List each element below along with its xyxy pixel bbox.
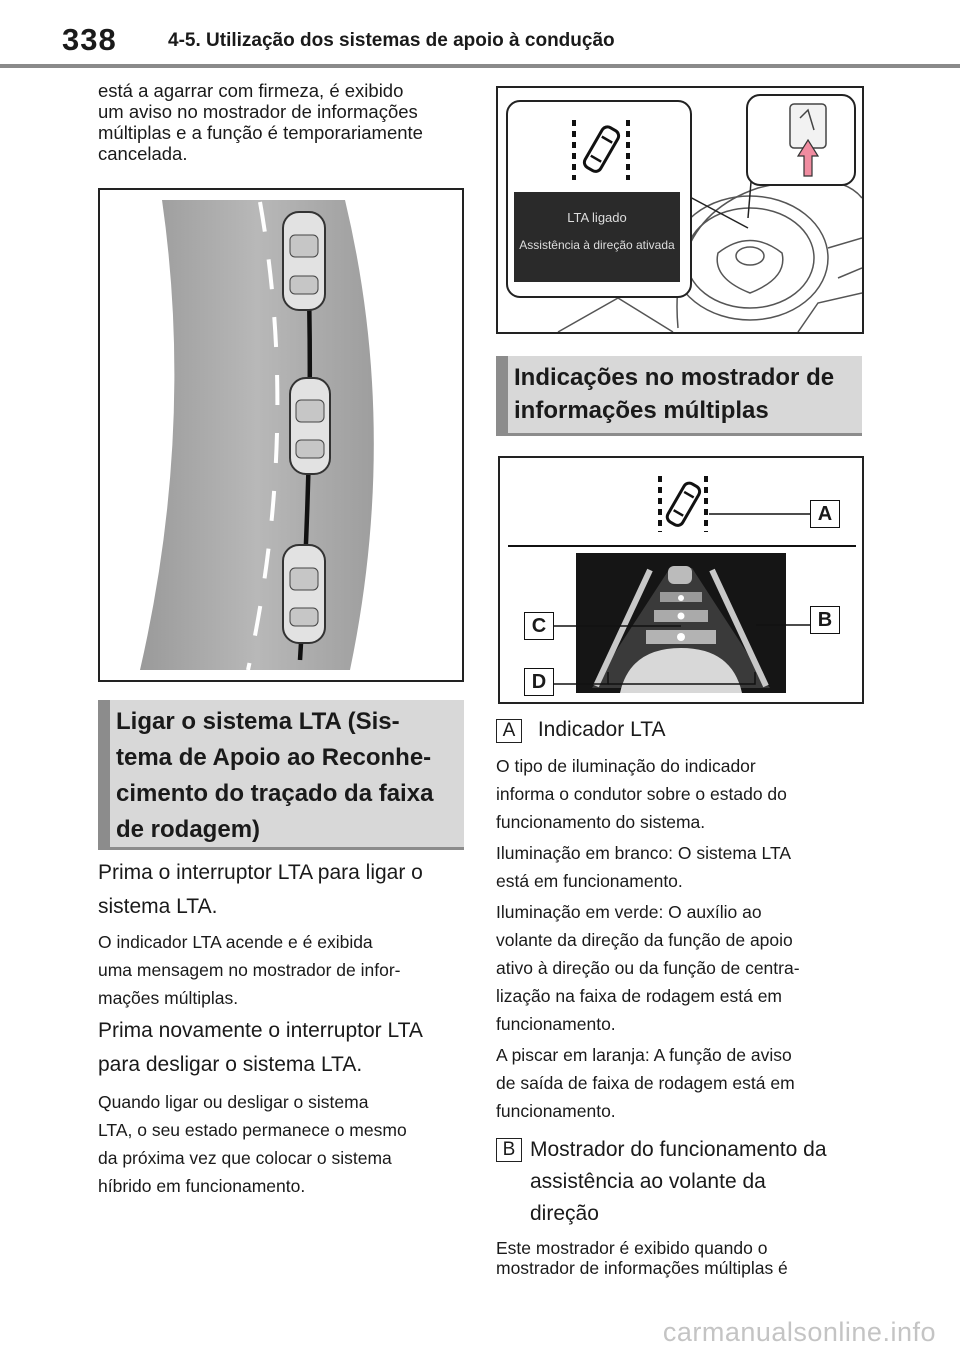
lta-switch-icon <box>748 96 854 184</box>
display-screen <box>514 192 680 282</box>
road-illustration <box>98 188 464 682</box>
step-turn-off-note: Quando ligar ou desligar o sistema LTA, o seu estado permanece o mesmo da próxima vez que colocar o sistema híbrido em funcionamento. <box>98 1092 407 1196</box>
step-turn-off: Prima novamente o interruptor LTA para desligar o sistema LTA. <box>98 1019 423 1076</box>
callout-d: D <box>524 668 554 696</box>
header-divider <box>0 64 960 68</box>
item-b-letter: B <box>496 1138 522 1162</box>
item-b-title: B Mostrador do funcionamento da assistência ao volante da direção <box>496 1134 876 1230</box>
multi-info-display-figure <box>498 456 864 704</box>
display-callout <box>506 100 692 298</box>
car-bottom <box>283 545 325 643</box>
item-b-description: Este mostrador é exibido quando o mostrador de informações múltiplas é <box>496 1238 788 1278</box>
cockpit-illustration <box>496 86 864 334</box>
display-message-assist-on: Assistência à direção ativada <box>519 238 675 252</box>
item-a-letter: A <box>496 719 522 743</box>
step-turn-on-note: O indicador LTA acende e é exibida uma mensagem no mostrador de infor- mações múltiplas. <box>98 932 401 1008</box>
road-diagram <box>100 190 462 680</box>
lta-indicator-icon <box>508 102 690 188</box>
page-number: 338 <box>62 22 117 57</box>
car-middle <box>290 378 330 474</box>
lta-indicator-symbol <box>660 476 706 532</box>
display-message-lta-on: LTA ligado <box>567 210 627 225</box>
item-a-title: A Indicador LTA <box>496 716 876 744</box>
section-title: 4-5. Utilização dos sistemas de apoio à condução <box>168 30 615 51</box>
callout-c: C <box>524 612 554 640</box>
item-a-description: O tipo de iluminação do indicador informa o condutor sobre o estado do funcionamento do sistema. Iluminação em branco: O sistema LTA está em funcionamento. Iluminação em verde: O auxílio ao volante da direção da função de apoio ativo à direção ou da função de centra- lização na faixa de rodagem está em funcionamento. A piscar em laranja: A função de aviso de saída de faixa de rodagem está em funcionamento. <box>496 756 800 1121</box>
heading-ligar-lta: Ligar o sistema LTA (Sis- tema de Apoio ao Reconhe- cimento do traçado da faixa de rodagem) <box>98 700 464 850</box>
callout-a: A <box>810 500 840 528</box>
car-top <box>283 212 325 310</box>
intro-paragraph: está a agarrar com firmeza, é exibido um aviso no mostrador de informações múltiplas e a função é temporariamente cancelada. <box>98 80 423 164</box>
switch-callout <box>746 94 856 186</box>
watermark: carmanualsonline.info <box>662 1317 936 1347</box>
callout-b: B <box>810 606 840 634</box>
step-turn-on: Prima o interruptor LTA para ligar o sistema LTA. <box>98 861 423 918</box>
multi-info-display-diagram <box>500 458 862 702</box>
heading-indicacoes: Indicações no mostrador de informações múltiplas <box>496 356 862 436</box>
